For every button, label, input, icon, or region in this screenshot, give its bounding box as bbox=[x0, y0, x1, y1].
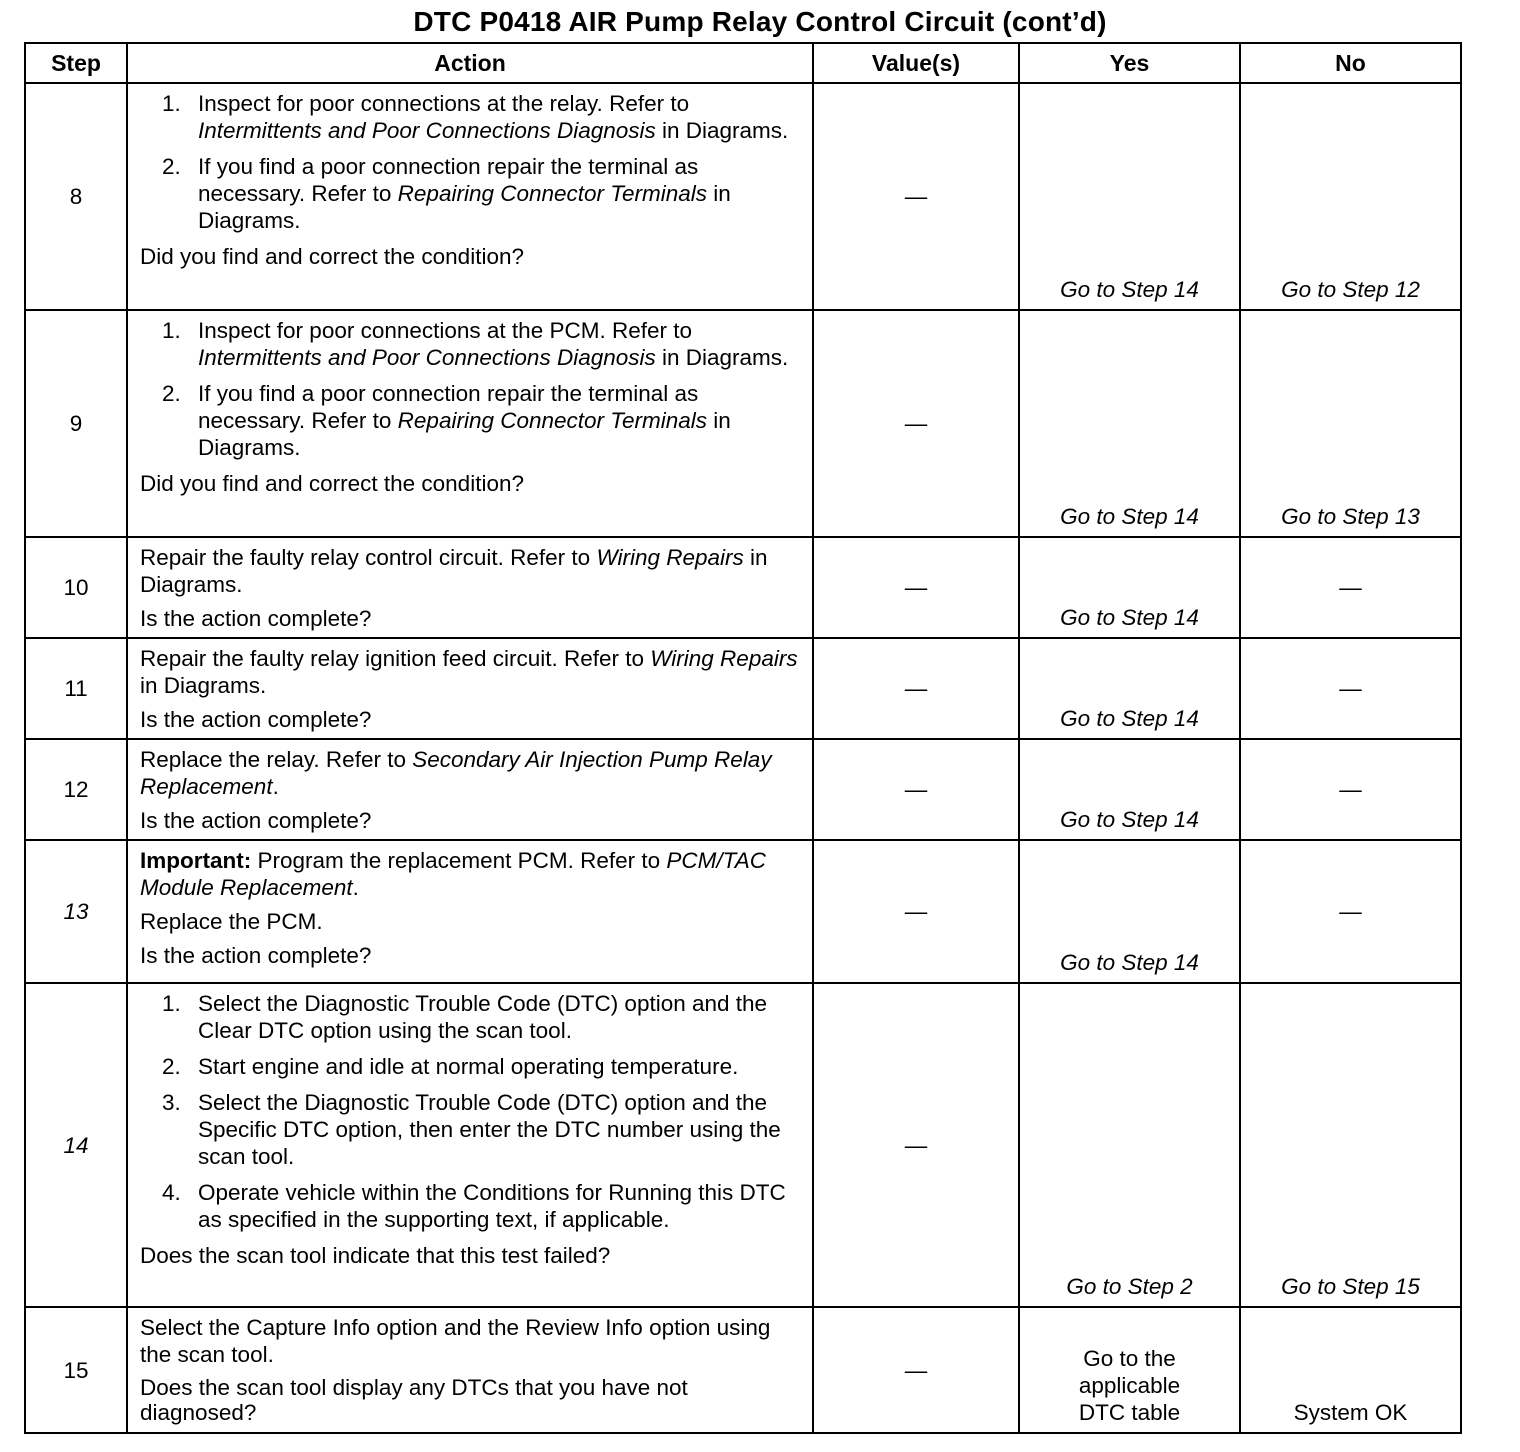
instruction-text: Replace the PCM. bbox=[140, 909, 323, 934]
instruction-text: Repair the faulty relay control circuit. Refer to Wiring Repairs in Diagrams. bbox=[140, 545, 768, 597]
list-item: 3. Select the Diagnostic Trouble Code (DTC) option and the Specific DTC option, then enter the DTC number using the scan tool. bbox=[162, 1090, 781, 1169]
yes-cell: Go to Step 14 bbox=[1019, 310, 1240, 537]
yes-cell: Go to Step 2 bbox=[1019, 983, 1240, 1307]
no-cell: System OK bbox=[1240, 1307, 1461, 1433]
action-cell bbox=[127, 739, 813, 840]
yes-cell: Go to the applicable DTC table bbox=[1019, 1307, 1240, 1433]
step-number: 12 bbox=[25, 739, 127, 840]
no-cell: Go to Step 13 bbox=[1240, 310, 1461, 537]
diagnostic-table bbox=[24, 42, 1462, 1434]
action-cell bbox=[127, 310, 813, 537]
question-text: Is the action complete? bbox=[140, 606, 372, 631]
no-cell: — bbox=[1240, 537, 1461, 638]
important-note: Important: Program the replacement PCM. Refer to PCM/TAC Module Replacement. bbox=[140, 848, 767, 900]
value-cell: — bbox=[813, 83, 1019, 310]
step-number: 9 bbox=[25, 310, 127, 537]
table-row-step-14 bbox=[25, 983, 1461, 1307]
yes-cell: Go to Step 14 bbox=[1019, 537, 1240, 638]
step-number: 10 bbox=[25, 537, 127, 638]
list-item: 2. If you find a poor connection repair the terminal as necessary. Refer to Repairing Connector Terminals in Diagrams. bbox=[162, 154, 731, 233]
table-row-step-12 bbox=[25, 739, 1461, 840]
action-cell bbox=[127, 983, 813, 1307]
value-cell: — bbox=[813, 310, 1019, 537]
list-item: 1. Select the Diagnostic Trouble Code (DTC) option and the Clear DTC option using the scan tool. bbox=[162, 991, 768, 1043]
list-item: 4. Operate vehicle within the Conditions for Running this DTC as specified in the supporting text, if applicable. bbox=[162, 1180, 786, 1232]
yes-cell: Go to Step 14 bbox=[1019, 83, 1240, 310]
instruction-text: Repair the faulty relay ignition feed circuit. Refer to Wiring Repairs in Diagrams. bbox=[140, 646, 798, 698]
list-item: 2. Start engine and idle at normal operating temperature. bbox=[162, 1054, 739, 1079]
yes-cell: Go to Step 14 bbox=[1019, 739, 1240, 840]
no-cell: Go to Step 12 bbox=[1240, 83, 1461, 310]
step-number: 13 bbox=[25, 840, 127, 983]
col-header-no: No bbox=[1240, 43, 1461, 83]
action-cell bbox=[127, 537, 813, 638]
table-row-step-10 bbox=[25, 537, 1461, 638]
col-header-step: Step bbox=[25, 43, 127, 83]
step-number: 8 bbox=[25, 83, 127, 310]
question-text: Does the scan tool indicate that this test failed? bbox=[140, 1243, 611, 1268]
col-header-yes: Yes bbox=[1019, 43, 1240, 83]
step-number: 11 bbox=[25, 638, 127, 739]
action-cell bbox=[127, 1307, 813, 1433]
question-text: Is the action complete? bbox=[140, 943, 372, 968]
question-text: Did you find and correct the condition? bbox=[140, 471, 524, 496]
no-cell: Go to Step 15 bbox=[1240, 983, 1461, 1307]
question-text: Did you find and correct the condition? bbox=[140, 244, 524, 269]
question-text: Does the scan tool display any DTCs that you have not diagnosed? bbox=[140, 1375, 688, 1425]
col-header-action: Action bbox=[127, 43, 813, 83]
question-text: Is the action complete? bbox=[140, 707, 372, 732]
value-cell: — bbox=[813, 983, 1019, 1307]
table-row-step-8 bbox=[25, 83, 1461, 310]
value-cell: — bbox=[813, 1307, 1019, 1433]
no-cell: — bbox=[1240, 739, 1461, 840]
no-cell: — bbox=[1240, 840, 1461, 983]
list-item: 2. If you find a poor connection repair the terminal as necessary. Refer to Repairing Connector Terminals in Diagrams. bbox=[162, 381, 731, 460]
action-cell bbox=[127, 638, 813, 739]
list-item: 1. Inspect for poor connections at the PCM. Refer to Intermittents and Poor Connections Diagnosis in Diagrams. bbox=[162, 318, 789, 370]
table-row-step-13 bbox=[25, 840, 1461, 983]
value-cell: — bbox=[813, 537, 1019, 638]
value-cell: — bbox=[813, 840, 1019, 983]
table-row-step-11 bbox=[25, 638, 1461, 739]
question-text: Is the action complete? bbox=[140, 808, 372, 833]
instruction-text: Select the Capture Info option and the Review Info option using the scan tool. bbox=[140, 1315, 771, 1367]
list-item: 1. Inspect for poor connections at the relay. Refer to Intermittents and Poor Connections Diagnosis in Diagrams. bbox=[162, 91, 789, 143]
step-number: 14 bbox=[25, 983, 127, 1307]
action-cell bbox=[127, 83, 813, 310]
instruction-text: Replace the relay. Refer to Secondary Air Injection Pump Relay Replacement. bbox=[140, 747, 772, 799]
table-row-step-15 bbox=[25, 1307, 1461, 1433]
action-cell bbox=[127, 840, 813, 983]
step-number: 15 bbox=[25, 1307, 127, 1433]
no-cell: — bbox=[1240, 638, 1461, 739]
yes-cell: Go to Step 14 bbox=[1019, 638, 1240, 739]
header-row bbox=[25, 43, 1461, 83]
value-cell: — bbox=[813, 739, 1019, 840]
value-cell: — bbox=[813, 638, 1019, 739]
table-row-step-9 bbox=[25, 310, 1461, 537]
yes-cell: Go to Step 14 bbox=[1019, 840, 1240, 983]
col-header-values: Value(s) bbox=[813, 43, 1019, 83]
page-title: DTC P0418 AIR Pump Relay Control Circuit (cont’d) bbox=[413, 6, 1107, 37]
